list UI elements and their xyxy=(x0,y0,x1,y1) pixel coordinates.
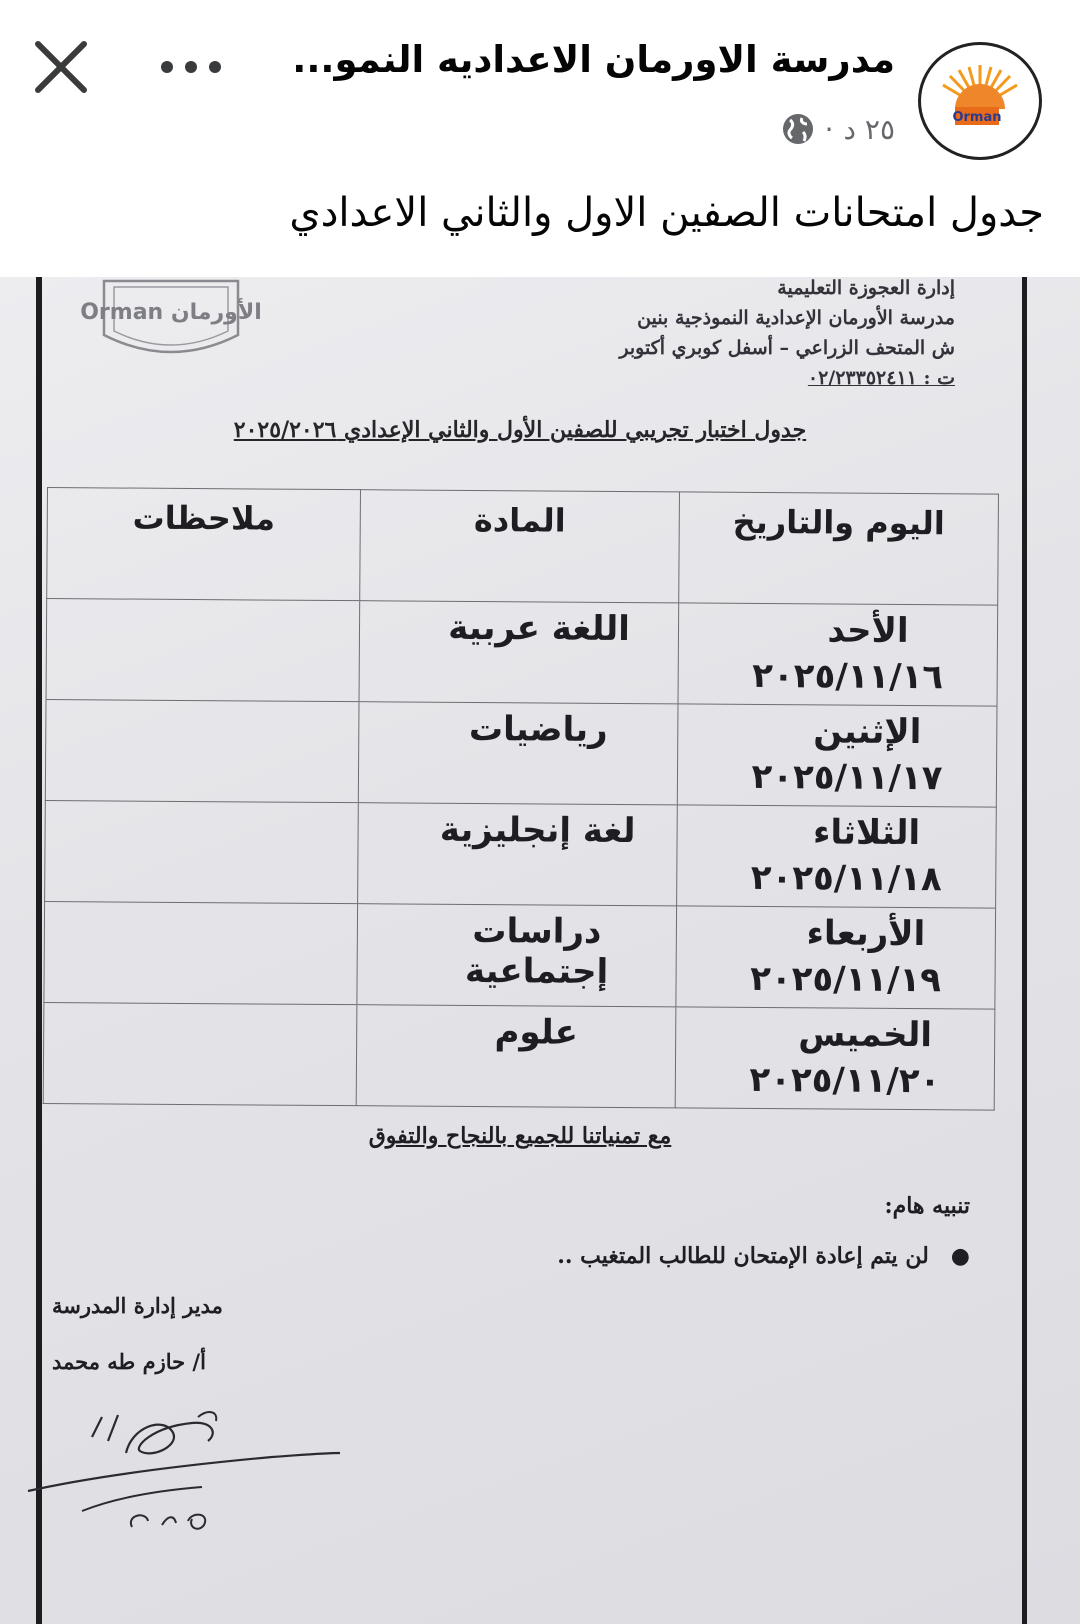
post-caption: جدول امتحانات الصفين الاول والثاني الاعدادي xyxy=(289,190,1044,236)
subject-cell xyxy=(356,1005,676,1108)
subject-cell xyxy=(357,904,677,1007)
subject: دراسات إجتماعية xyxy=(464,910,609,992)
exam-date: ٢٠٢٥/١١/١٧ xyxy=(751,756,943,799)
table-header-row xyxy=(47,488,999,606)
letterhead-phone: ت : ٠٢/٢٣٣٥٢٤١١ xyxy=(807,367,955,389)
post-image[interactable] xyxy=(0,277,1080,1624)
day-name: الأربعاء xyxy=(806,913,926,955)
table-row xyxy=(45,699,997,807)
table-row xyxy=(45,800,997,908)
page-name[interactable]: مدرسة الاورمان الاعداديه النمو... xyxy=(292,38,895,81)
notice-text: لن يتم إعادة الإمتحان للطالب المتغيب .. xyxy=(557,1243,929,1269)
notice-title: تنبيه هام: xyxy=(884,1193,970,1219)
day-name: الإثنين xyxy=(813,711,922,753)
exam-date: ٢٠٢٥/١١/١٦ xyxy=(752,655,944,698)
signature xyxy=(22,1387,352,1537)
subject: اللغة عربية xyxy=(448,607,630,650)
subject-cell xyxy=(358,702,678,805)
table-row xyxy=(44,901,996,1009)
column-header-subject: المادة xyxy=(360,490,680,603)
avatar[interactable] xyxy=(918,42,1042,160)
exam-schedule-table xyxy=(43,487,999,1111)
exam-date: ٢٠٢٥/١١/١٩ xyxy=(750,958,942,1001)
day-name: الأحد xyxy=(827,610,909,652)
notes-cell xyxy=(44,901,358,1004)
wishes-text: مع تمنياتنا للجميع بالنجاح والتفوق xyxy=(368,1123,672,1149)
letterhead-line: ش المتحف الزراعي – أسفل كوبري أكتوبر xyxy=(619,337,955,359)
notes-cell xyxy=(43,1002,357,1105)
subject-cell xyxy=(358,803,678,906)
day-date-cell xyxy=(675,1007,995,1110)
letterhead xyxy=(435,273,955,393)
subject: لغة إنجليزية xyxy=(439,809,636,852)
notes-cell xyxy=(45,699,359,802)
document-title: جدول اختبار تجريبي للصفين الأول والثاني الإعدادي ٢٠٢٥/٢٠٢٦ xyxy=(233,417,807,443)
principal-title: مدير إدارة المدرسة xyxy=(52,1293,223,1318)
notes-cell xyxy=(46,599,360,702)
day-date-cell xyxy=(677,704,997,807)
subject: علوم xyxy=(494,1012,579,1053)
column-header-day-date: اليوم والتاريخ xyxy=(679,492,999,605)
day-date-cell xyxy=(677,805,997,908)
table-row xyxy=(46,599,998,707)
more-icon[interactable] xyxy=(158,52,224,82)
table-row xyxy=(43,1002,995,1110)
globe-icon xyxy=(781,112,815,146)
meta-separator: · xyxy=(824,112,834,146)
principal-name: أ/ حازم طه محمد xyxy=(52,1349,206,1374)
stamp-text: Orman الأورمان xyxy=(80,300,262,325)
notice-item xyxy=(557,1243,970,1269)
close-icon[interactable] xyxy=(30,36,92,98)
avatar-logo-text: Orman xyxy=(952,110,1002,125)
post-meta xyxy=(781,112,895,146)
day-date-cell xyxy=(678,603,998,706)
post-header xyxy=(0,0,1080,275)
letterhead-line: إدارة العجوزة التعليمية xyxy=(777,277,955,299)
subject-cell xyxy=(359,601,679,704)
day-name: الخميس xyxy=(798,1014,933,1056)
column-header-notes: ملاحظات xyxy=(47,488,361,601)
exam-date: ٢٠٢٥/١١/١٨ xyxy=(750,857,942,900)
exam-date: ٢٠٢٥/١١/٢٠ xyxy=(749,1059,941,1102)
school-stamp xyxy=(80,277,262,367)
day-date-cell xyxy=(676,906,996,1009)
letterhead-line: مدرسة الأورمان الإعدادية النموذجية بنين xyxy=(637,307,955,329)
day-name: الثلاثاء xyxy=(812,812,921,854)
bullet-icon: ● xyxy=(950,1243,970,1269)
notes-cell xyxy=(45,800,359,903)
paper-edge-right xyxy=(1022,277,1027,1624)
post-time[interactable]: ٢٥ د xyxy=(843,112,895,146)
subject: رياضيات xyxy=(468,708,608,750)
